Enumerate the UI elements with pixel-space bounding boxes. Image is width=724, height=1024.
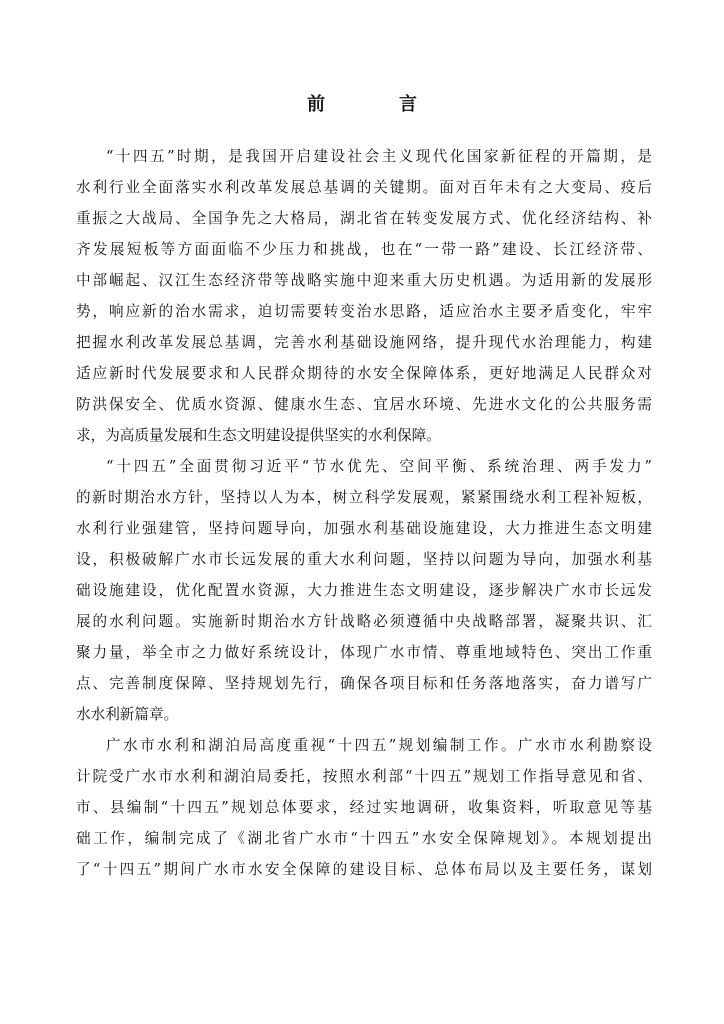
text-line: 点、完善制度保障、坚持规划先行，确保各项目标和任务落地落实，奋力谱写广 [76,675,652,692]
text-line: 展的水利问题。实施新时期治水方针战略必须遵循中央战略部署，凝聚共识、汇 [76,613,652,630]
text-line: 防洪保安全、优质水资源、健康水生态、宜居水环境、先进水文化的公共服务需 [76,396,652,413]
text-line: 计院受广水市水利和湖泊局委托，按照水利部“十四五”规划工作指导意见和省、 [76,768,652,785]
text-line: 市、县编制“十四五”规划总体要求，经过实地调研，收集资料，听取意见等基 [76,799,652,816]
text-line: 了“十四五”期间广水市水安全保障的建设目标、总体布局以及主要任务，谋划 [76,861,652,878]
text-line: 齐发展短板等方面面临不少压力和挑战，也在“一带一路”建设、长江经济带、 [76,241,652,258]
text-line: 适应新时代发展要求和人民群众期待的水安全保障体系，更好地满足人民群众对 [76,365,652,382]
document-body [76,141,652,885]
text-line: 广水市水利和湖泊局高度重视“十四五”规划编制工作。广水市水利勘察设 [106,737,652,754]
text-line: 聚力量，举全市之力做好系统设计，体现广水市情、尊重地域特色、突出工作重 [76,644,652,661]
text-line: 础工作，编制完成了《湖北省广水市“十四五”水安全保障规划》。本规划提出 [76,830,652,847]
text-line: “十四五”全面贯彻习近平“节水优先、空间平衡、系统治理、两手发力” [106,458,652,475]
page-title: 前 言 [307,94,445,115]
text-line: 础设施建设，优化配置水资源，大力推进生态文明建设，逐步解决广水市长远发 [76,582,652,599]
text-line: 水水利新篇章。 [76,706,179,723]
text-line: 水利行业全面落实水利改革发展总基调的关键期。面对百年未有之大变局、疫后 [76,179,652,196]
paragraph-1 [76,141,652,451]
text-line: 求，为高质量发展和生态文明建设提供坚实的水利保障。 [76,427,441,444]
paragraph-3 [76,730,652,885]
text-line: 水利行业强建管，坚持问题导向，加强水利基础设施建设，大力推进生态文明建 [76,520,652,537]
text-line: 设，积极破解广水市长远发展的重大水利问题，坚持以问题为导向，加强水利基 [76,551,652,568]
text-line: 把握水利改革发展总基调，完善水利基础设施网络，提升现代水治理能力，构建 [76,334,652,351]
text-line: 的新时期治水方针，坚持以人为本，树立科学发展观，紧紧围绕水利工程补短板， [76,489,652,506]
text-line: 中部崛起、汉江生态经济带等战略实施中迎来重大历史机遇。为适用新的发展形 [76,272,652,289]
text-line: “十四五”时期，是我国开启建设社会主义现代化国家新征程的开篇期，是 [106,148,652,165]
text-line: 势，响应新的治水需求，迫切需要转变治水思路，适应治水主要矛盾变化，牢牢 [76,303,652,320]
paragraph-2 [76,451,652,730]
text-line: 重振之大战局、全国争先之大格局，湖北省在转变发展方式、优化经济结构、补 [76,210,652,227]
